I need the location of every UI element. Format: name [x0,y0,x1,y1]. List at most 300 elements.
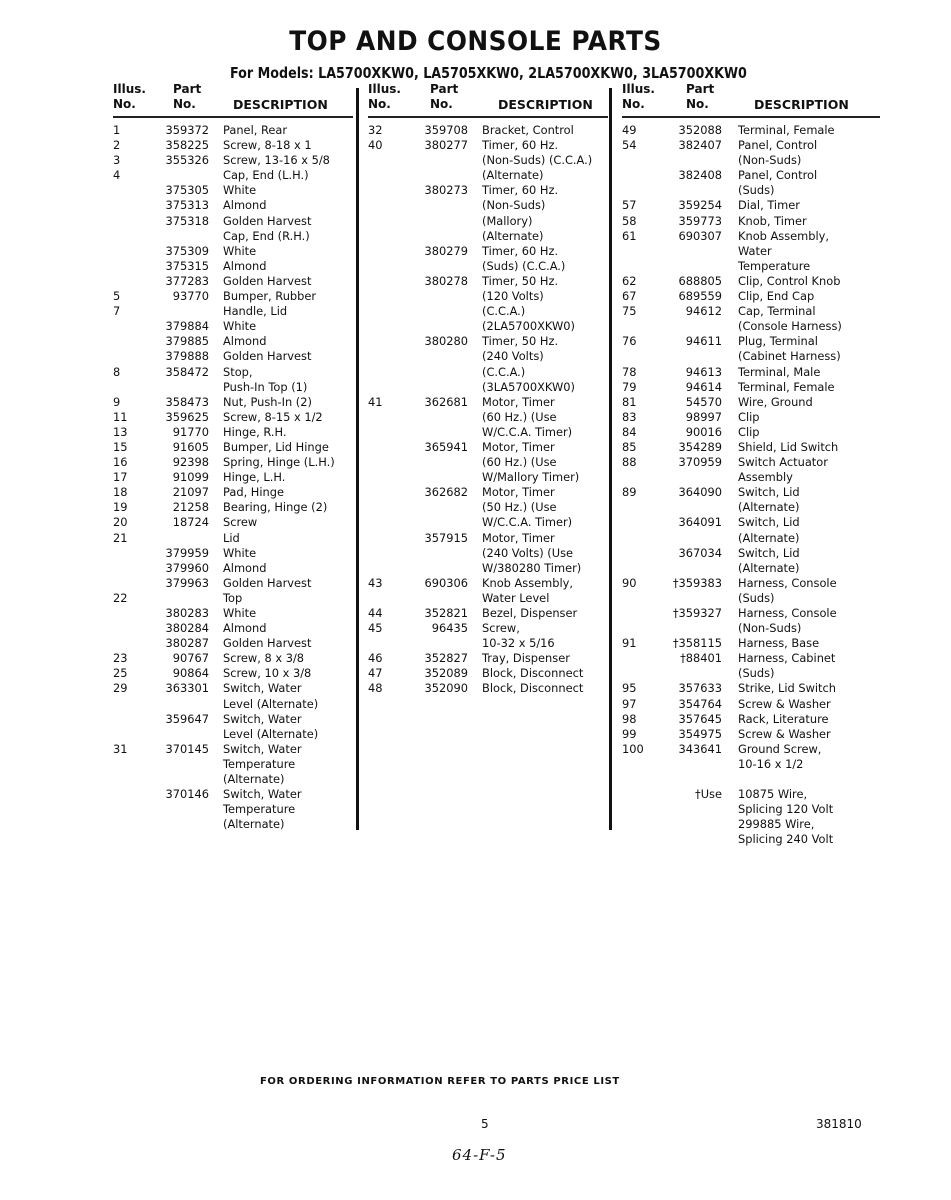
part-row [622,380,880,395]
part-description: Clip, Control Knob [738,273,841,288]
part-description: Switch, Water Level (Alternate) [223,711,319,741]
illus-number: 23 [113,651,128,666]
part-row [113,485,353,500]
part-number: 362682 [424,485,468,500]
parts-column-2 [368,82,608,697]
part-description: Knob Assembly, Water Level [482,575,574,605]
header-illus-no: No. [368,97,391,111]
illus-number: 79 [622,379,637,394]
part-number: 370145 [165,741,209,756]
part-number: 363301 [165,681,209,696]
part-number: 690306 [424,575,468,590]
part-description: Switch, Water Level (Alternate) [223,681,319,711]
illus-number: 75 [622,304,637,319]
part-description: Motor, Timer (60 Hz.) (Use W/Mallory Timer) [482,439,580,485]
illus-number: 41 [368,394,383,409]
illus-number: 15 [113,439,128,454]
part-description: Screw, 8-15 x 1/2 [223,409,323,424]
part-number: †358115 [672,636,722,651]
part-number: 379884 [165,319,209,334]
part-row [113,500,353,515]
part-number: 375315 [165,258,209,273]
part-number: 690307 [678,228,722,243]
part-row [368,138,608,183]
part-number: 90864 [172,666,209,681]
part-description: Screw, 13-16 x 5/8 [223,153,330,168]
part-description: Terminal, Male [738,364,821,379]
parts-list [113,118,353,832]
part-row [622,365,880,380]
part-row [622,289,880,304]
part-row [368,244,608,274]
part-description: Switch, Lid (Alternate) [738,545,800,575]
part-row [368,440,608,485]
parts-column-3 [622,82,880,847]
part-row [113,576,353,591]
part-number: 364090 [678,485,722,500]
part-description: Motor, Timer (50 Hz.) (Use W/C.C.A. Timer) [482,485,573,530]
header-part-no: No. [686,97,709,111]
part-row [368,681,608,696]
part-row [113,470,353,485]
page-title: TOP AND CONSOLE PARTS [289,26,662,57]
part-number: 380279 [424,243,468,258]
part-number: 90767 [172,651,209,666]
part-number: 352090 [424,681,468,696]
part-number: 380283 [165,606,209,620]
part-description: Cap, End (R.H.) [223,228,310,243]
part-number: 379888 [165,349,209,364]
illus-number: 18 [113,485,128,500]
parts-list [368,118,608,697]
column-header [113,82,353,118]
part-row [622,198,880,213]
illus-number: 89 [622,485,637,500]
part-row [113,681,353,711]
illus-number: 40 [368,138,383,153]
illus-number: 19 [113,500,128,515]
part-row [368,123,608,138]
header-description: DESCRIPTION [498,97,593,112]
illus-number: 46 [368,651,383,666]
part-number: 96435 [431,621,468,636]
part-description: Screw, 10 x 3/8 [223,666,312,681]
part-number: 18724 [172,515,209,530]
part-number: 375309 [165,243,209,258]
part-row [622,138,880,168]
part-number: 90016 [685,424,722,439]
column-header [368,82,608,118]
part-row [622,334,880,364]
part-number: 375305 [165,183,209,198]
part-description: Golden Harvest [223,213,312,228]
part-number: 370146 [165,787,209,802]
part-number: 94613 [685,364,722,379]
part-description: 10875 Wire, Splicing 120 Volt 299885 Wire, Splicing 240 Volt [738,787,834,847]
part-row [622,123,880,138]
part-row [622,681,880,696]
part-row [622,455,880,485]
part-row [113,304,353,319]
parts-list [622,118,880,847]
part-description: Switch Actuator Assembly [738,455,828,485]
document-number: 381810 [816,1117,862,1131]
part-description: Golden Harvest [223,273,312,288]
part-description: Wire, Ground [738,394,813,409]
part-number: 380284 [165,621,209,636]
column-divider [356,88,359,830]
illus-number: 84 [622,424,637,439]
part-row [622,606,880,636]
part-description: Hinge, L.H. [223,470,286,485]
part-number: 354975 [678,726,722,741]
part-row [622,168,880,198]
illus-number: 9 [113,394,121,409]
part-row [368,621,608,651]
part-row [622,229,880,274]
part-description: Panel, Control (Suds) [738,168,818,198]
part-number: 379959 [165,545,209,560]
part-description: Bezel, Dispenser [482,606,578,620]
part-number: 359708 [424,123,468,137]
part-description: Ground Screw, 10-16 x 1/2 [738,741,822,771]
part-row [113,561,353,576]
header-illus: Illus. [113,82,146,96]
part-row [622,485,880,515]
part-row [368,334,608,394]
illus-number: 100 [622,741,644,756]
illus-number: 48 [368,681,383,696]
header-illus: Illus. [622,82,655,96]
illus-number: 7 [113,304,121,319]
part-row [622,697,880,712]
part-number: 352088 [678,123,722,137]
part-row [113,651,353,666]
illus-number: 29 [113,681,128,696]
part-row [113,229,353,244]
part-description: Switch, Lid (Alternate) [738,515,800,545]
part-row [113,214,353,229]
illus-number: 49 [622,123,637,137]
part-row [622,576,880,606]
illus-number: 99 [622,726,637,741]
part-row [368,183,608,243]
part-description: Screw & Washer [738,726,831,741]
part-row [113,636,353,651]
part-number: †88401 [680,651,722,666]
models-subtitle: For Models: LA5700XKW0, LA5705XKW0, 2LA5700XKW0, 3LA5700XKW0 [230,64,747,82]
part-description: White [223,319,257,334]
part-row [113,123,353,138]
handwritten-annotation: 64-F-5 [452,1146,507,1164]
part-number: 359773 [678,213,722,228]
part-row [622,395,880,410]
illus-number: 97 [622,696,637,711]
part-description: Dial, Timer [738,198,800,213]
part-row [113,591,353,606]
illus-number: 5 [113,289,121,304]
illus-number: 85 [622,439,637,454]
part-number: 688805 [678,273,722,288]
part-row [113,395,353,410]
part-number: 343641 [678,741,722,756]
part-row [368,531,608,576]
illus-number: 1 [113,123,121,137]
part-number: 352821 [424,606,468,620]
part-description: Pad, Hinge [223,485,284,500]
part-number: 354764 [678,696,722,711]
illus-number: 16 [113,455,128,470]
part-number: 352089 [424,666,468,681]
part-description: White [223,606,257,620]
illus-number: 54 [622,138,637,153]
part-number: 377283 [165,273,209,288]
part-row [368,666,608,681]
part-row [113,349,353,364]
part-row [622,772,880,787]
part-description: Nut, Push-In (2) [223,394,312,409]
illus-number: 20 [113,515,128,530]
illus-number: 45 [368,621,383,636]
part-number: 358225 [165,138,209,153]
part-number: 54570 [685,394,722,409]
part-description: Hinge, R.H. [223,424,287,439]
part-row [113,712,353,742]
part-row [113,138,353,153]
part-description: Knob, Timer [738,213,807,228]
part-row [368,485,608,530]
ordering-note: FOR ORDERING INFORMATION REFER TO PARTS PRICE LIST [260,1076,620,1087]
part-number: 382408 [678,168,722,183]
part-description: Timer, 60 Hz. (Non-Suds) (Mallory) (Alternate) [482,183,559,243]
part-description: Motor, Timer (60 Hz.) (Use W/C.C.A. Timer) [482,394,573,439]
part-description: Stop, Push-In Top (1) [223,364,308,394]
illus-number: 3 [113,153,121,168]
part-description: Block, Disconnect [482,681,584,696]
header-part-no: No. [430,97,453,111]
part-number: 359625 [165,409,209,424]
part-description: Terminal, Female [738,123,835,137]
part-row [368,576,608,606]
part-row [113,742,353,787]
part-number: 362681 [424,394,468,409]
part-row [368,606,608,621]
illus-number: 67 [622,289,637,304]
part-description: Almond [223,258,267,273]
part-description: Top [223,590,243,605]
part-description: White [223,183,257,198]
part-description: Almond [223,334,267,349]
part-row [113,515,353,530]
part-row [113,198,353,213]
part-number: 375313 [165,198,209,213]
part-description: Shield, Lid Switch [738,439,839,454]
part-description: Clip [738,409,760,424]
part-row [622,712,880,727]
part-row [113,410,353,425]
part-number: 358473 [165,394,209,409]
part-row [113,274,353,289]
part-number: 379960 [165,560,209,575]
part-description: Almond [223,621,267,636]
part-description: Screw & Washer [738,696,831,711]
illus-number: 76 [622,334,637,349]
part-description: Tray, Dispenser [482,651,570,666]
part-description: Rack, Literature [738,711,829,726]
part-description: Terminal, Female [738,379,835,394]
part-number: 354289 [678,439,722,454]
part-description: Block, Disconnect [482,666,584,681]
header-part: Part [686,82,715,96]
part-description: Golden Harvest [223,349,312,364]
part-number: 380278 [424,273,468,288]
part-row [622,274,880,289]
part-description: Timer, 60 Hz. (Non-Suds) (C.C.A.) (Alternate) [482,138,593,183]
part-description: Switch, Lid (Alternate) [738,485,800,515]
illus-number: 81 [622,394,637,409]
part-row [113,787,353,832]
illus-number: 91 [622,636,637,651]
part-number: 359372 [165,123,209,137]
part-row [622,787,880,847]
part-description: Strike, Lid Switch [738,681,837,696]
part-number: 380273 [424,183,468,198]
part-row [622,727,880,742]
illus-number: 11 [113,409,128,424]
part-description: Almond [223,198,267,213]
part-description: Harness, Console (Suds) [738,575,837,605]
part-row [113,183,353,198]
header-part: Part [173,82,202,96]
part-number: 358472 [165,364,209,379]
part-row [622,440,880,455]
part-description: Harness, Console (Non-Suds) [738,606,837,636]
part-number: 380287 [165,636,209,651]
part-description: Screw, 10-32 x 5/16 [482,621,555,651]
part-row [622,651,880,681]
part-number: 355326 [165,153,209,168]
part-row [113,621,353,636]
part-row [113,455,353,470]
part-description: Cap, End (L.H.) [223,168,309,183]
part-number: 21258 [172,500,209,515]
part-row [622,742,880,772]
part-description: Timer, 50 Hz. (120 Volts) (C.C.A.) (2LA5700XKW0) [482,273,575,334]
part-description: Bumper, Rubber [223,289,317,304]
part-number: 689559 [678,289,722,304]
part-description: Timer, 60 Hz. (Suds) (C.C.A.) [482,243,566,273]
header-part-no: No. [173,97,196,111]
part-number: 21097 [172,485,209,500]
illus-number: 62 [622,273,637,288]
illus-number: 95 [622,681,637,696]
illus-number: 8 [113,364,121,379]
part-description: Screw [223,515,258,530]
part-row [113,153,353,168]
part-row [113,334,353,349]
part-number: 94614 [685,379,722,394]
part-description: Panel, Rear [223,123,288,137]
part-row [622,304,880,334]
illus-number: 21 [113,530,128,545]
part-number: 382407 [678,138,722,153]
part-description: Clip [738,424,760,439]
illus-number: 58 [622,213,637,228]
part-number: 94611 [685,334,722,349]
part-row [113,606,353,621]
illus-number: 57 [622,198,637,213]
illus-number: 43 [368,575,383,590]
illus-number: 98 [622,711,637,726]
part-number: 357915 [424,530,468,545]
part-description: White [223,545,257,560]
part-number: 91770 [172,424,209,439]
part-number: 379885 [165,334,209,349]
part-row [113,244,353,259]
part-row [113,546,353,561]
part-row [622,425,880,440]
part-description: Panel, Control (Non-Suds) [738,138,818,168]
part-row [622,515,880,545]
part-description: Plug, Terminal (Cabinet Harness) [738,334,841,364]
part-description: Handle, Lid [223,304,288,319]
part-description: Spring, Hinge (L.H.) [223,455,335,470]
illus-number: 83 [622,409,637,424]
part-description: Clip, End Cap [738,289,815,304]
illus-number: 31 [113,741,128,756]
illus-number: 4 [113,168,121,183]
part-description: Switch, Water Temperature (Alternate) [223,787,302,832]
part-description: Harness, Base [738,636,820,651]
illus-number: 13 [113,424,128,439]
illus-number: 22 [113,590,128,605]
part-description: Switch, Water Temperature (Alternate) [223,741,302,787]
header-part: Part [430,82,459,96]
part-description: Screw, 8 x 3/8 [223,651,305,666]
part-number: †Use [695,787,722,802]
part-description: Golden Harvest [223,575,312,590]
part-row [113,365,353,395]
part-row [113,289,353,304]
part-row [622,214,880,229]
illus-number: 61 [622,228,637,243]
part-number: 380280 [424,334,468,349]
illus-number: 44 [368,606,383,620]
part-description: White [223,243,257,258]
part-description: Bumper, Lid Hinge [223,439,329,454]
part-description: Bearing, Hinge (2) [223,500,328,515]
part-number: †359383 [672,575,722,590]
part-row [368,274,608,334]
part-description: Cap, Terminal (Console Harness) [738,304,842,334]
part-number: 370959 [678,455,722,470]
part-number: 375318 [165,213,209,228]
part-row [622,410,880,425]
part-number: 359254 [678,198,722,213]
page-number: 5 [481,1117,489,1131]
part-row [113,531,353,546]
part-number: 91099 [172,470,209,485]
illus-number: 32 [368,123,383,137]
part-number: 357633 [678,681,722,696]
illus-number: 17 [113,470,128,485]
part-number: 94612 [685,304,722,319]
part-description: Timer, 50 Hz. (240 Volts) (C.C.A.) (3LA5700XKW0) [482,334,575,394]
part-row [622,546,880,576]
part-number: †359327 [672,606,722,620]
part-number: 352827 [424,651,468,666]
header-illus-no: No. [622,97,645,111]
